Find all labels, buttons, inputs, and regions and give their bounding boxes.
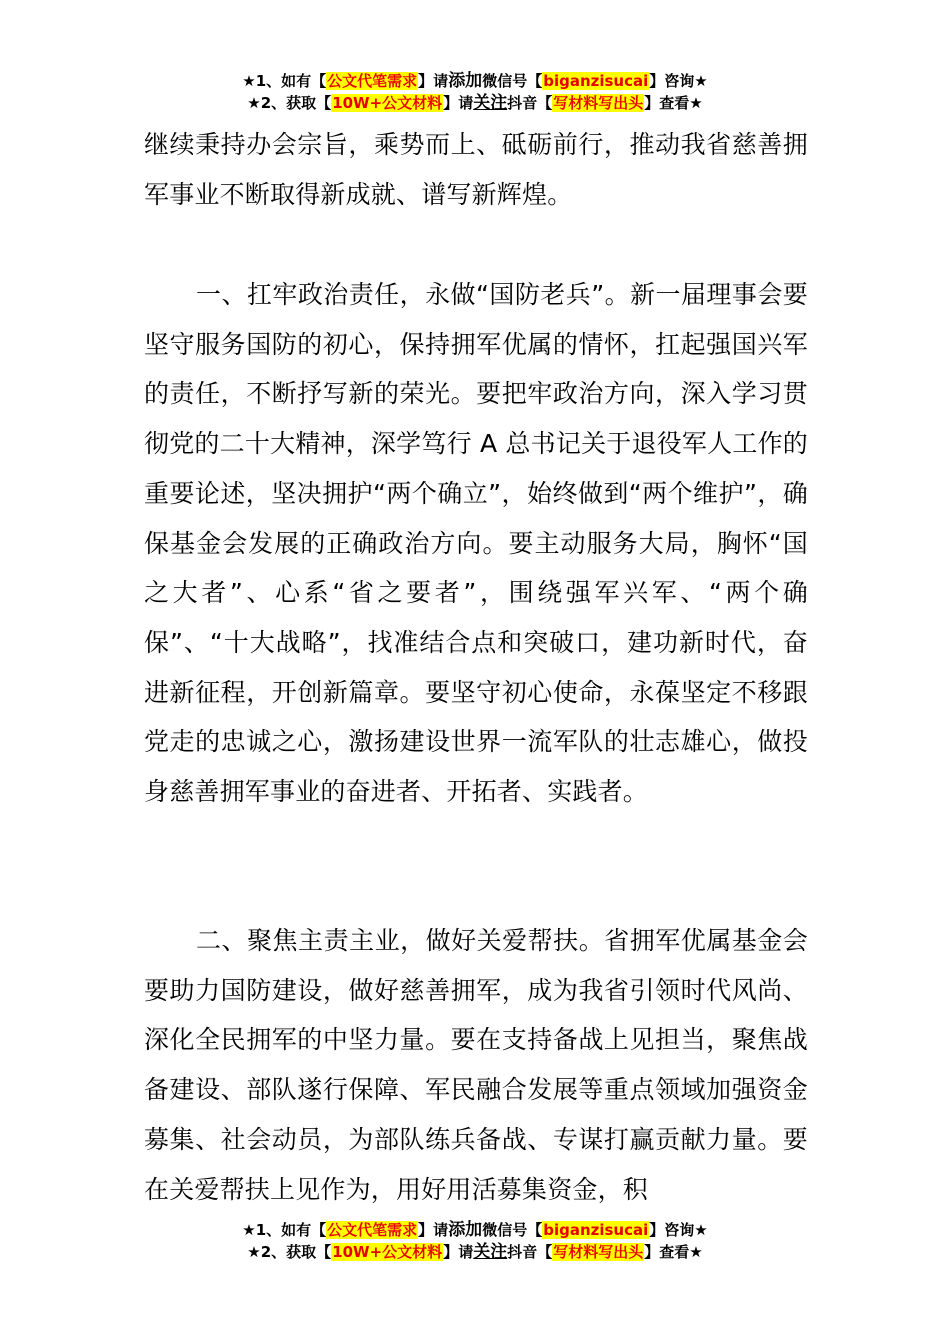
wechat-id: biganzisucai — [543, 72, 649, 90]
banner-text: 抖音【 — [507, 1243, 553, 1261]
footer-banner — [0, 1219, 950, 1263]
banner-text: 抖音【 — [507, 94, 553, 112]
banner-text: 】请 — [418, 1221, 449, 1239]
document-body — [144, 120, 808, 219]
document-body-section-2 — [144, 916, 808, 1214]
banner-text: ★1、如有【 — [242, 72, 327, 90]
banner-text: 】请 — [418, 72, 449, 90]
highlighted-text: 10W+公文材料 — [332, 94, 443, 112]
banner-text: 】咨询★ — [649, 72, 708, 90]
emphasized-text: 添加 — [448, 1220, 483, 1240]
banner-text: 】咨询★ — [649, 1221, 708, 1239]
wechat-id: biganzisucai — [543, 1221, 649, 1239]
douyin-account: 写材料写出头 — [553, 94, 644, 112]
douyin-account: 写材料写出头 — [553, 1243, 644, 1261]
banner-text: 】请 — [443, 94, 474, 112]
emphasized-text: 关注 — [473, 93, 508, 113]
highlighted-text: 10W+公文材料 — [332, 1243, 443, 1261]
banner-line-1 — [0, 70, 950, 92]
banner-line-2 — [0, 1241, 950, 1263]
banner-text: 】查看★ — [644, 1243, 703, 1261]
banner-text: ★1、如有【 — [242, 1221, 327, 1239]
banner-line-2 — [0, 92, 950, 114]
banner-line-1 — [0, 1219, 950, 1241]
banner-text: 】请 — [443, 1243, 474, 1261]
highlighted-text: 公文代笔需求 — [327, 1221, 418, 1239]
document-body-section-1 — [144, 270, 808, 817]
continuation-paragraph: 继续秉持办会宗旨，乘势而上、砥砺前行，推动我省慈善拥军事业不断取得新成就、谱写新辉煌。 — [144, 130, 808, 209]
paragraph-political-responsibility: 一、扛牢政治责任，永做“国防老兵”。新一届理事会要坚守服务国防的初心，保持拥军优属的情怀，扛起强国兴军的责任，不断抒写新的荣光。要把牢政治方向，深入学习贯彻党的二十大精神，深学笃行 A 总书记关于退役军人工作的重要论述，坚决拥护“两个确立”，始终做到“两个维护”，确保基金会发展的正确政治方向。要主动服务大局，胸怀“国之大者”、心系“省之要者”，围绕强军兴军、“两个确保”、“十大战略”，找准结合点和突破口，建功新时代，奋进新征程，开创新篇章。要坚守初心使命，永葆坚定不移跟党走的忠诚之心，激扬建设世界一流军队的壮志雄心，做投身慈善拥军事业的奋进者、开拓者、实践者。 — [144, 280, 808, 807]
header-banner — [0, 70, 950, 114]
highlighted-text: 公文代笔需求 — [327, 72, 418, 90]
emphasized-text: 添加 — [448, 71, 483, 91]
banner-text: ★2、获取【 — [247, 94, 332, 112]
banner-text: 微信号【 — [482, 72, 543, 90]
paragraph-care-assistance: 二、聚焦主责主业，做好关爱帮扶。省拥军优属基金会要助力国防建设，做好慈善拥军，成为我省引领时代风尚、深化全民拥军的中坚力量。要在支持备战上见担当，聚焦战备建设、部队遂行保障、军民融合发展等重点领域加强资金募集、社会动员，为部队练兵备战、专谋打赢贡献力量。要在关爱帮扶上见作为，用好用活募集资金，积 — [144, 926, 808, 1204]
banner-text: 】查看★ — [644, 94, 703, 112]
banner-text: 微信号【 — [482, 1221, 543, 1239]
banner-text: ★2、获取【 — [247, 1243, 332, 1261]
emphasized-text: 关注 — [473, 1242, 508, 1262]
